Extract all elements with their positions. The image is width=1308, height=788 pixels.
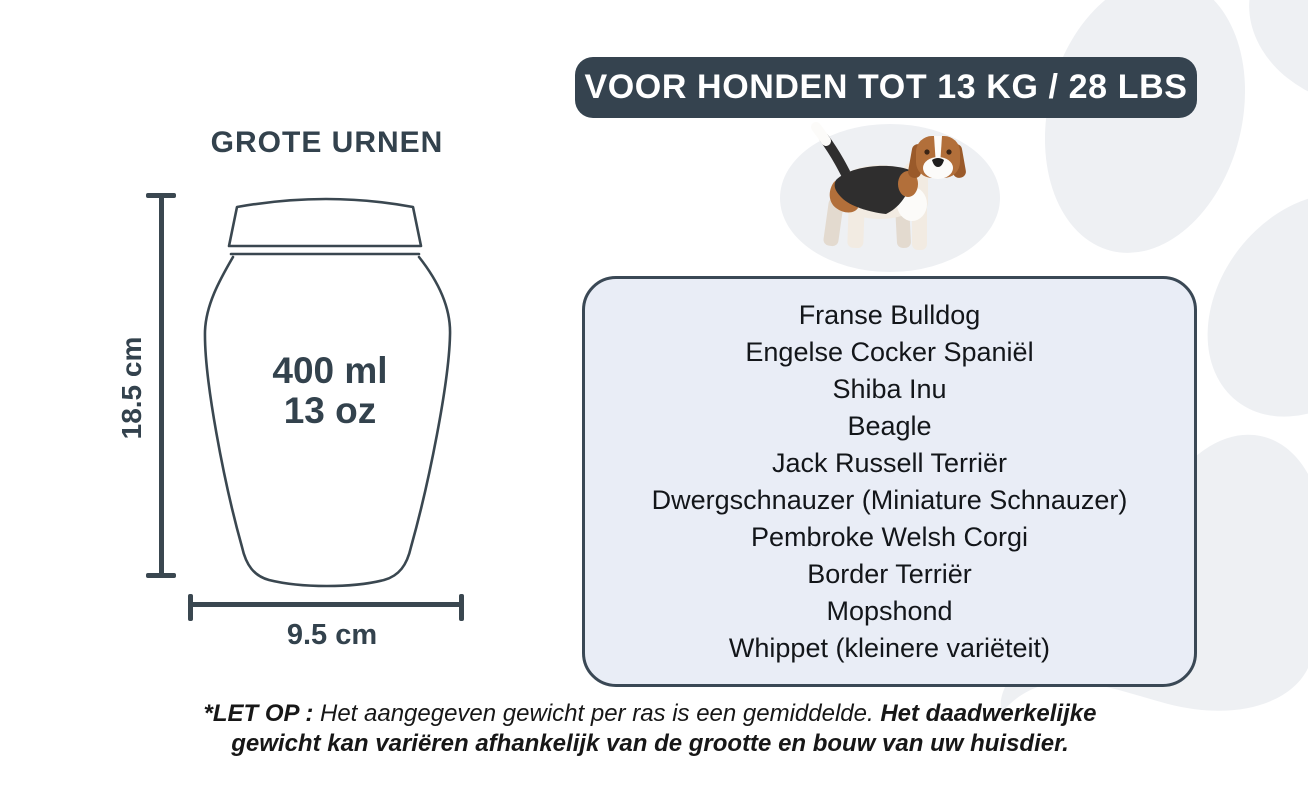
- urn-volume-label: [195, 351, 465, 431]
- height-line-bottom-cap: [146, 573, 176, 578]
- breed-item: Engelse Cocker Spaniël: [745, 336, 1034, 367]
- width-line: [190, 602, 464, 607]
- footnote-warning-label: *LET OP :: [203, 700, 320, 727]
- width-line-left-cap: [188, 594, 193, 621]
- breed-item: Dwergschnauzer (Miniature Schnauzer): [651, 484, 1128, 515]
- dog-left-eye: [924, 149, 929, 154]
- breed-item: Mopshond: [826, 595, 953, 626]
- breed-item: Whippet (kleinere variëteit): [728, 632, 1051, 663]
- footnote-text-bold: Het daadwerkelijke gewicht kan variëren afhankelijk van de grootte en bouw van uw huisdier.: [231, 700, 1097, 757]
- header-badge: VOOR HONDEN TOT 13 KG / 28 LBS: [575, 57, 1197, 118]
- height-line-top-cap: [146, 193, 176, 198]
- beagle-dog-illustration: [800, 122, 995, 264]
- urn-lid-shape: [229, 199, 421, 246]
- urn-volume-metric: 400 ml: [272, 350, 388, 391]
- breed-item: Franse Bulldog: [798, 299, 981, 330]
- footnote: [170, 699, 1130, 759]
- footnote-text-regular: Het aangegeven gewicht per ras is een gemiddelde.: [319, 700, 881, 727]
- width-dimension-label: 9.5 cm: [286, 619, 378, 651]
- dog-right-eye: [946, 149, 951, 154]
- breed-item: Jack Russell Terriër: [771, 447, 1008, 478]
- dog-tail-white-tip: [816, 127, 826, 141]
- breed-item: Border Terriër: [807, 558, 972, 589]
- urn-volume-imperial: 13 oz: [283, 390, 377, 431]
- width-line-right-cap: [459, 594, 464, 621]
- breed-item: Pembroke Welsh Corgi: [750, 521, 1029, 552]
- breed-list-box: [582, 276, 1197, 687]
- breed-item: Shiba Inu: [832, 373, 947, 404]
- urn-section-title: GROTE URNEN: [210, 126, 444, 159]
- height-dimension-label: 18.5 cm: [116, 336, 147, 440]
- height-line: [159, 196, 164, 578]
- breed-item: Beagle: [847, 410, 932, 441]
